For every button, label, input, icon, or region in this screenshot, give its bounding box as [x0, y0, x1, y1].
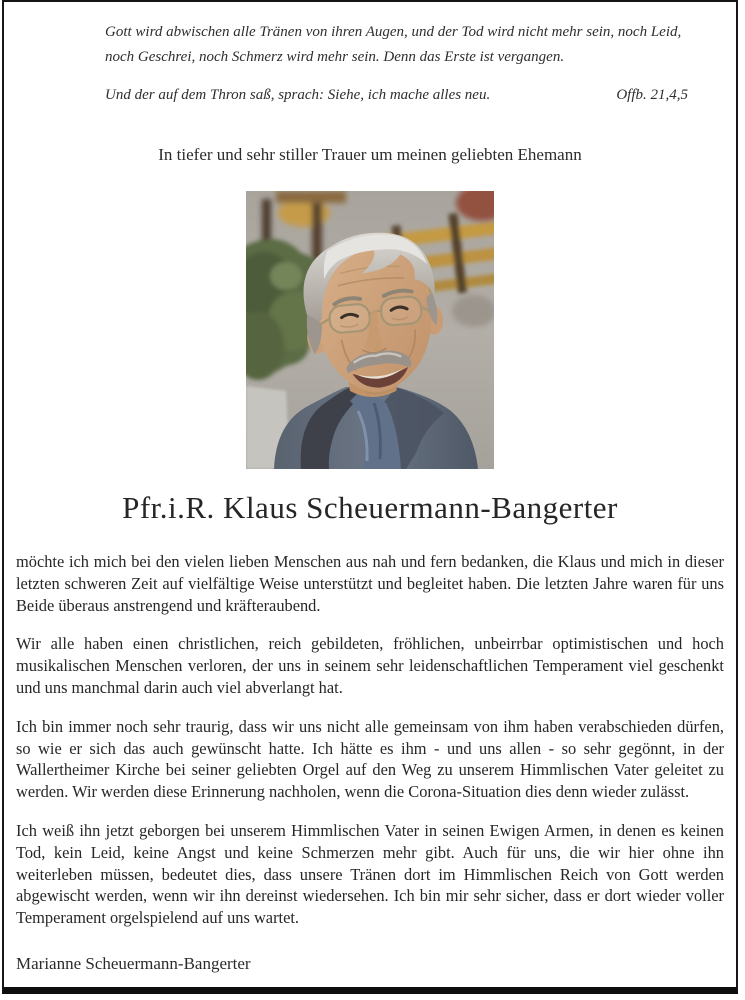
- body-paragraph-thanks: möchte ich mich bei den vielen lieben Menschen aus nah und fern bedanken, die Klaus und mich in dieser letzten schweren Zeit auf vielfältige Weise unterstützt und begleitet haben. Die letzten Jahre waren für uns Beide überaus anstrengend und kräfteraubend.: [16, 552, 724, 615]
- obituary-body: [16, 551, 724, 929]
- body-paragraph-heaven: Ich weiß ihn jetzt geborgen bei unserem Himmlischen Vater in seinen Ewigen Armen, in denen es keinen Tod, kein Leid, keine Angst und keine Schmerzen mehr gibt. Auch für uns, die wir hier ohne ihn weiterleben müssen, bedeutet dies, dass unsere Tränen dort im Himmlischen Reich von Gott werden abgewischt werden, wenn wir ihn dereinst wiedersehen. Ich bin mir sehr sicher, dass er dort wieder voller Temperament orgelspielend auf uns wartet.: [16, 820, 724, 928]
- body-paragraph-loss: Wir alle haben einen christlichen, reich gebildeten, fröhlichen, unbeirrbar optimistischen und hoch musikalischen Menschen verloren, der uns in seinem sehr leidenschaftlichen Temperament viel geschenkt und uns manchmal darin auch viel abverlangt hat.: [16, 634, 724, 697]
- scripture-quote-text: Gott wird abwischen alle Tränen von ihren Augen, und der Tod wird nicht mehr sein, noch Leid, noch Geschrei, noch Schmerz wird mehr sein. Denn das Erste ist vergangen.: [105, 24, 682, 65]
- signature-name: Marianne Scheuermann-Bangerter: [16, 953, 251, 973]
- portrait-photo-wrapper: [4, 191, 736, 469]
- scripture-quote-throne-text: Und der auf dem Thron saß, sprach: Siehe, ich mache alles neu.: [105, 87, 491, 103]
- mourning-intro-line: In tiefer und sehr stiller Trauer um meinen geliebten Ehemann: [158, 145, 582, 164]
- body-paragraph-farewell: Ich bin immer noch sehr traurig, dass wir uns nicht alle gemeinsam von ihm haben verabschieden dürfen, so wie er sich das auch gewünscht hatte. Ich hätte es ihm - und uns allen - so sehr gegönnt, in der Wallertheimer Kirche bei seiner geliebten Orgel auf den Weg zu unserem Himmlischen Vater geleitet zu werden. Wir werden diese Erinnerung nachholen, wenn die Corona-Situation dies denn wieder zulässt.: [16, 716, 724, 802]
- deceased-name-heading: Pfr.i.R. Klaus Scheuermann-Bangerter: [122, 490, 618, 525]
- scripture-quote-block: [105, 20, 688, 108]
- portrait-photo-illustration: [246, 191, 494, 469]
- scripture-quote-second-line: [105, 83, 688, 108]
- portrait-photo: [246, 191, 494, 469]
- obituary-page: [2, 0, 738, 994]
- scripture-reference: Offb. 21,4,5: [616, 87, 688, 103]
